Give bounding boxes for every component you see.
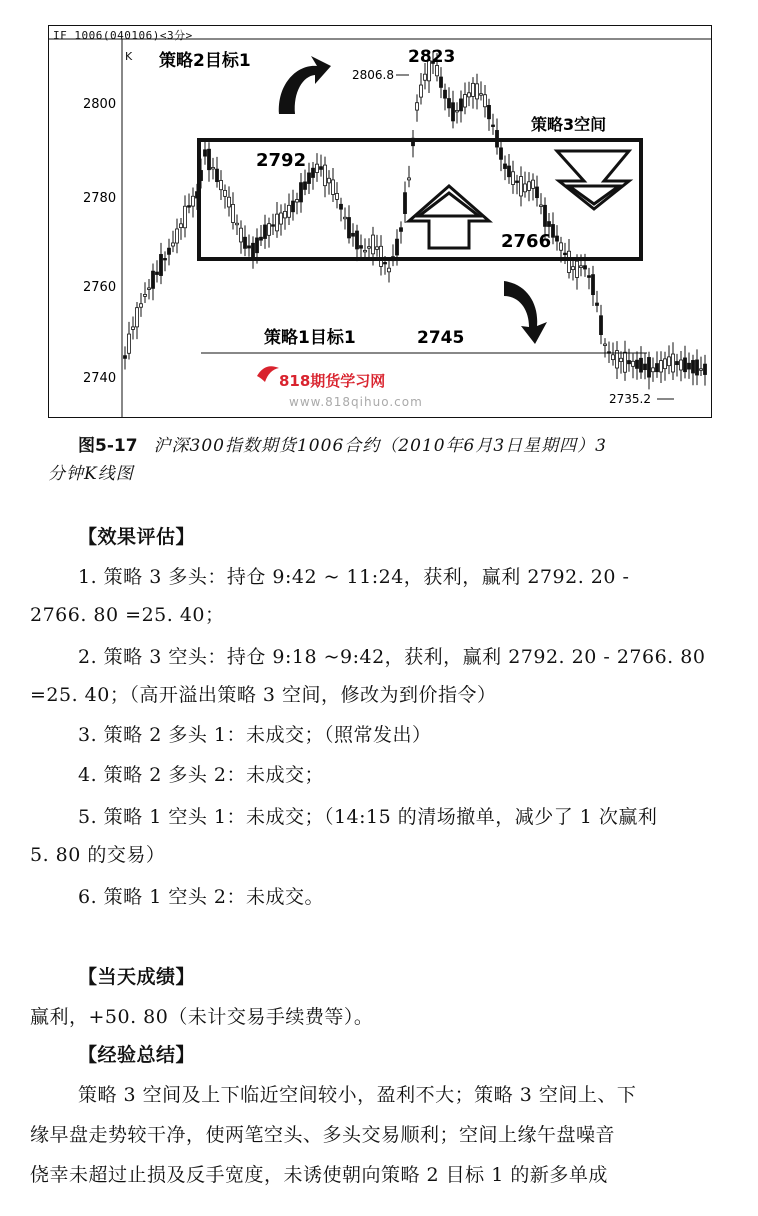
candle-body xyxy=(160,254,163,275)
eval-item-3: 3. 策略 2 多头 1：未成交；（照常发出） xyxy=(78,724,432,746)
candle-body xyxy=(164,258,167,260)
candle-body xyxy=(148,288,151,290)
strategy3-label: 策略3空间 xyxy=(531,115,607,134)
candle-body xyxy=(444,90,447,98)
candle-body xyxy=(620,358,623,361)
summary-line-2: 缘早盘走势较干净，使两笔空头、多头交易顺利；空间上缘午盘噪音 xyxy=(30,1124,616,1146)
candle-body xyxy=(144,294,147,296)
down-double-arrow-icon xyxy=(557,151,629,209)
candle-body xyxy=(268,224,271,236)
high-sub-label: 2806.8 xyxy=(352,68,394,82)
candle-body xyxy=(388,268,391,272)
candle-body xyxy=(220,180,223,189)
day-title: 【当天成绩】 xyxy=(78,966,196,988)
candle-body xyxy=(540,205,543,207)
candle-body xyxy=(648,357,651,377)
candle-body xyxy=(600,316,603,335)
candle-body xyxy=(516,181,519,183)
candle-body xyxy=(240,228,243,242)
candle-body xyxy=(680,360,683,370)
candle-body xyxy=(188,206,191,208)
candle-body xyxy=(688,363,691,369)
candle-body xyxy=(364,250,367,252)
figure-number: 图5-17 xyxy=(78,436,138,456)
candle-body xyxy=(520,177,523,196)
chart-canvas xyxy=(49,26,712,418)
candle-body xyxy=(348,218,351,238)
candle-body xyxy=(336,193,339,199)
candle-body xyxy=(304,182,307,189)
summary-title: 【经验总结】 xyxy=(78,1044,196,1066)
candle-body xyxy=(140,304,143,307)
candle-body xyxy=(324,165,327,186)
candle-body xyxy=(664,359,667,369)
y-tick-2760: 2760 xyxy=(83,280,117,295)
candle-body xyxy=(276,214,279,231)
candle-body xyxy=(704,364,707,374)
candle-body xyxy=(404,193,407,214)
candle-body xyxy=(700,369,703,371)
candle-body xyxy=(476,84,479,99)
candle-body xyxy=(312,168,315,177)
candle-body xyxy=(472,83,475,96)
up-double-arrow-icon xyxy=(409,186,489,248)
candle-body xyxy=(248,246,251,248)
candle-body xyxy=(376,247,379,250)
candle-body xyxy=(468,93,471,97)
candle-body xyxy=(396,239,399,255)
candle-body xyxy=(668,357,671,366)
candle-body xyxy=(536,187,539,198)
candle-body xyxy=(128,334,131,353)
eval-item-2b: =25. 40；（高开溢出策略 3 空间，修改为到价指令） xyxy=(30,684,497,706)
curved-arrow-down-icon xyxy=(504,281,547,344)
candle-body xyxy=(436,65,439,75)
candle-body xyxy=(168,248,171,254)
candle-body xyxy=(452,103,455,121)
candle-body xyxy=(568,251,571,272)
candle-body xyxy=(124,356,127,359)
candle-body xyxy=(660,361,663,372)
eval-item-5b: 5. 80 的交易） xyxy=(30,844,166,866)
candle-body xyxy=(464,95,467,107)
candle-body xyxy=(360,246,363,249)
candle-body xyxy=(252,243,255,256)
low-price-label: 2735.2 xyxy=(609,392,651,406)
candle-body xyxy=(180,224,183,228)
eval-title: 【效果评估】 xyxy=(78,526,196,548)
candle-body xyxy=(524,184,527,192)
candle-body xyxy=(184,206,187,228)
summary-line-3: 侥幸未超过止损及反手宽度，未诱使朝向策略 2 目标 1 的新多单成 xyxy=(30,1164,608,1186)
candle-body xyxy=(292,201,295,212)
candle-body xyxy=(420,85,423,97)
candle-body xyxy=(552,225,555,238)
candle-body xyxy=(564,253,567,255)
candle-body xyxy=(152,271,155,288)
eval-item-1a: 1. 策略 3 多头：持仓 9:42 ~ 11:24，获利，赢利 2792. 20 - xyxy=(78,566,630,588)
candle-body xyxy=(284,211,287,218)
candle-body xyxy=(136,308,139,327)
candle-body xyxy=(480,94,483,96)
eval-item-4: 4. 策略 2 多头 2：未成交； xyxy=(78,764,324,786)
k-label: K xyxy=(125,50,133,63)
candle-body xyxy=(612,355,615,360)
eval-item-1b: 2766. 80 =25. 40； xyxy=(30,604,225,626)
candle-body xyxy=(448,99,451,108)
candle-body xyxy=(512,172,515,185)
watermark-logo xyxy=(257,366,423,409)
candle-body xyxy=(672,354,675,372)
candle-body xyxy=(208,149,211,169)
candle-body xyxy=(340,204,343,209)
candle-body xyxy=(216,169,219,181)
day-text: 赢利，+50. 80（未计交易手续费等）。 xyxy=(30,1006,374,1028)
candle-body xyxy=(580,266,583,268)
candle-body xyxy=(372,235,375,254)
target-price-label: 2745 xyxy=(417,328,465,348)
candle-body xyxy=(320,167,323,170)
candle-body xyxy=(332,180,335,195)
candle-body xyxy=(548,222,551,227)
candle-body xyxy=(416,103,419,110)
watermark-url: www.818qihuo.com xyxy=(289,395,423,409)
candle-body xyxy=(380,246,383,266)
candle-body xyxy=(132,327,135,330)
candle-body xyxy=(344,217,347,219)
candle-body xyxy=(424,74,427,80)
candle-body xyxy=(556,236,559,241)
watermark-brand: 818期货学习网 xyxy=(279,372,386,390)
candle-body xyxy=(300,183,303,202)
lower-bound-label: 2766 xyxy=(501,231,552,252)
candle-body xyxy=(652,368,655,372)
candle-body xyxy=(528,182,531,191)
figure-caption xyxy=(48,432,718,488)
strategy1-target-label: 策略1目标1 xyxy=(264,328,356,348)
candle-body xyxy=(676,362,679,365)
y-tick-2740: 2740 xyxy=(83,371,117,386)
candle-body xyxy=(588,276,591,278)
candle-body xyxy=(632,361,635,366)
candle-body xyxy=(604,344,607,346)
candle-body xyxy=(384,262,387,264)
candle-body xyxy=(400,228,403,232)
candle-body xyxy=(296,200,299,203)
candle-body xyxy=(408,178,411,180)
candle-body xyxy=(456,110,459,112)
chart-header: IF 1006(040106)<3分> xyxy=(53,29,193,42)
high-price-label: 2823 xyxy=(408,47,456,67)
eval-item-5a: 5. 策略 1 空头 1：未成交；（14:15 的清场撤单，减少了 1 次赢利 xyxy=(78,806,658,828)
candle-body xyxy=(316,164,319,172)
candle-body xyxy=(644,364,647,370)
y-tick-2800: 2800 xyxy=(83,97,117,112)
curved-arrow-up-icon xyxy=(279,56,331,114)
summary-line-1: 策略 3 空间及上下临近空间较小，盈利不大；策略 3 空间上、下 xyxy=(78,1084,637,1106)
candle-body xyxy=(440,77,443,87)
candle-body xyxy=(560,243,563,250)
candle-body xyxy=(328,178,331,183)
candle-body xyxy=(192,196,195,206)
candle-body xyxy=(656,364,659,372)
candle-body xyxy=(636,360,639,368)
candle-body xyxy=(484,95,487,107)
candle-body xyxy=(236,223,239,225)
candle-body xyxy=(156,272,159,274)
candle-body xyxy=(508,166,511,177)
candle-body xyxy=(232,204,235,222)
candle-body xyxy=(592,275,595,295)
candle-body xyxy=(504,164,507,169)
caption-line2: 分钟K线图 xyxy=(48,464,134,484)
candle-body xyxy=(532,180,535,188)
candle-body xyxy=(272,225,275,227)
candle-body xyxy=(460,99,463,111)
eval-item-2a: 2. 策略 3 空头：持仓 9:18 ~9:42，获利，赢利 2792. 20 - 2766. 80 xyxy=(78,646,706,668)
candle-body xyxy=(244,237,247,248)
upper-bound-label: 2792 xyxy=(256,150,307,171)
candle-body xyxy=(288,205,291,217)
candle-body xyxy=(212,167,215,169)
candle-body xyxy=(584,266,587,269)
candle-body xyxy=(256,238,259,253)
candle-body xyxy=(176,229,179,243)
candle-body xyxy=(640,358,643,372)
candle-body xyxy=(628,361,631,364)
candle-body xyxy=(224,190,227,196)
caption-line1: 沪深300指数期货1006合约（2010年6月3日星期四）3 xyxy=(153,436,607,456)
eval-item-6: 6. 策略 1 空头 2：未成交。 xyxy=(78,886,324,908)
candle-body xyxy=(264,225,267,239)
candle-body xyxy=(204,150,207,156)
candle-body xyxy=(624,352,627,372)
candle-body xyxy=(308,173,311,184)
strategy2-target-label: 策略2目标1 xyxy=(159,51,251,71)
candle-body xyxy=(352,233,355,236)
candle-body xyxy=(596,303,599,305)
candle-body xyxy=(368,247,371,249)
candle-body xyxy=(500,148,503,159)
candle-body xyxy=(356,231,359,249)
candle-body xyxy=(544,205,547,226)
candlestick-chart xyxy=(48,25,712,418)
candle-body xyxy=(488,105,491,118)
candle-body xyxy=(228,197,231,207)
candle-body xyxy=(172,243,175,246)
candle-body xyxy=(492,125,495,127)
y-tick-2780: 2780 xyxy=(83,191,117,206)
candle-body xyxy=(692,360,695,373)
candle-body xyxy=(696,360,699,375)
candle-body xyxy=(280,213,283,224)
candle-body xyxy=(576,261,579,277)
candle-body xyxy=(572,267,575,270)
candle-body xyxy=(684,358,687,372)
candle-body xyxy=(260,237,263,240)
